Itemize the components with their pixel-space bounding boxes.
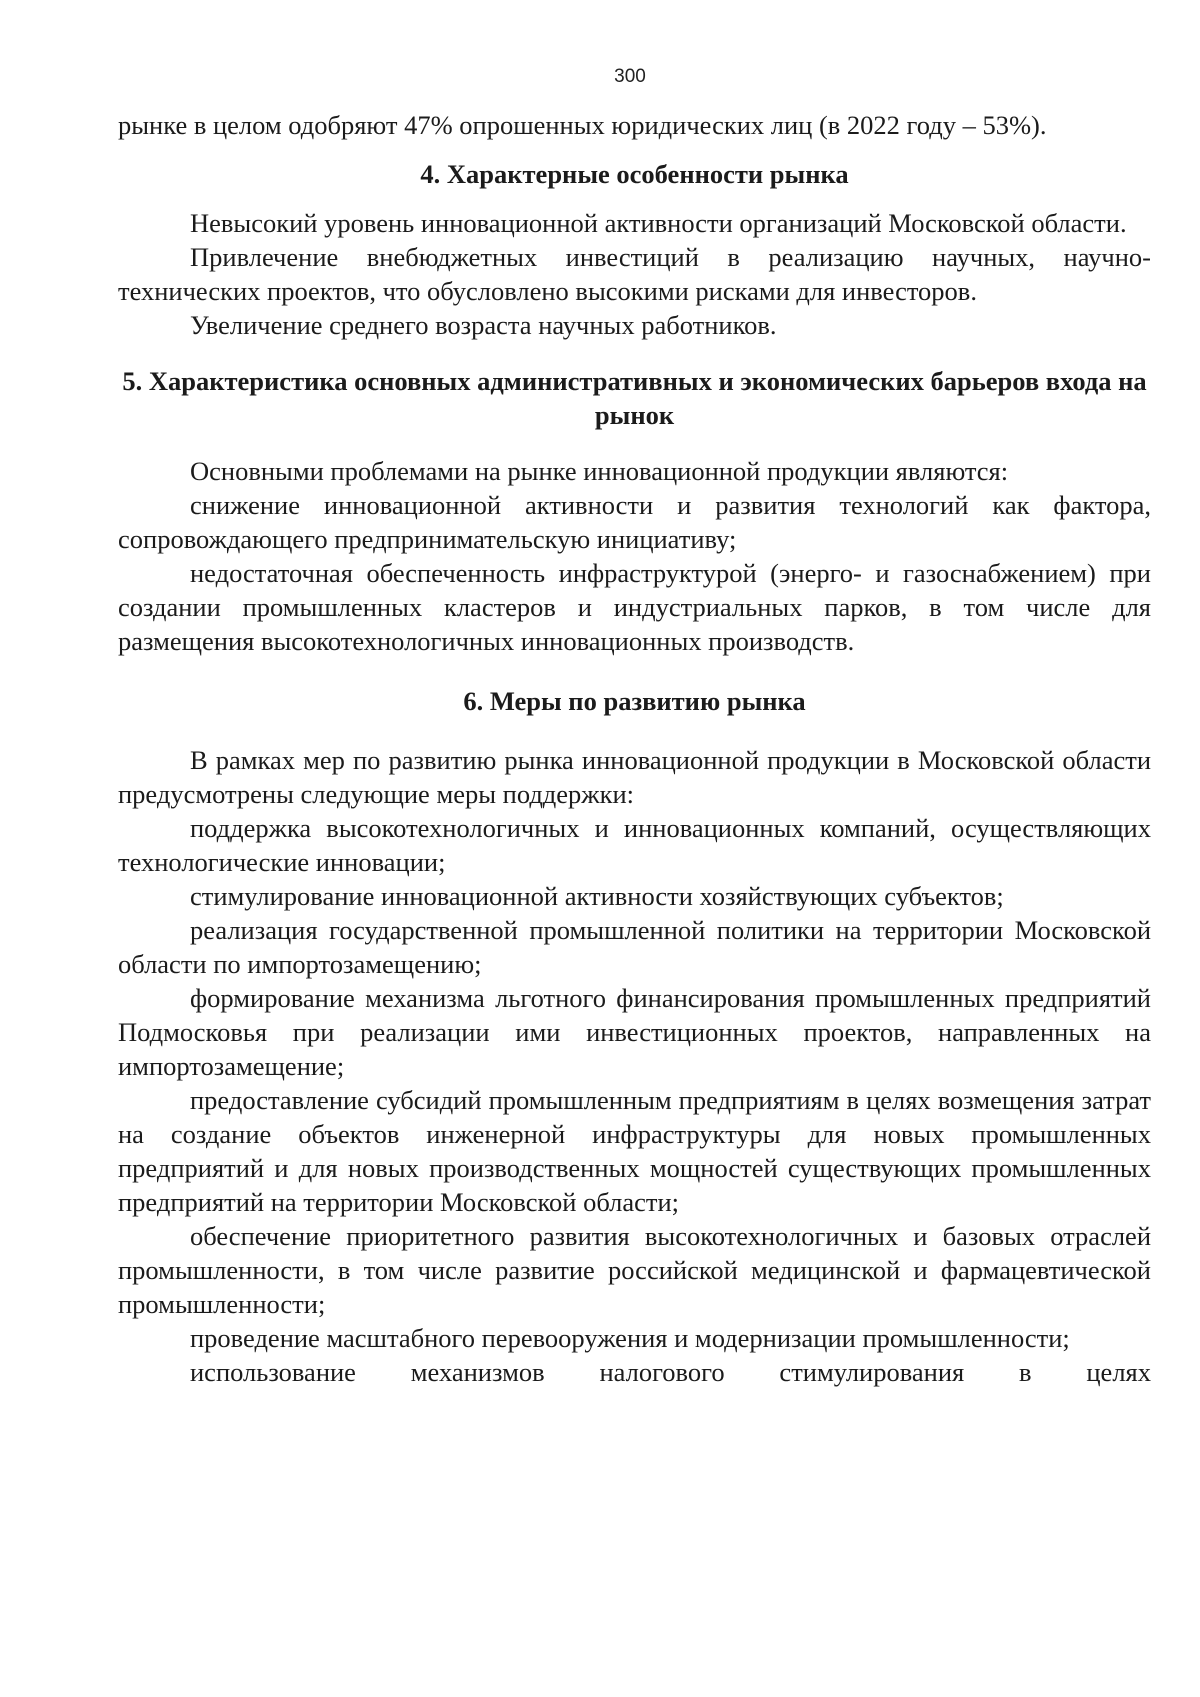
section-4-paragraph-1: Невысокий уровень инновационной активности организаций Московской области. [190,208,1127,238]
section-5-paragraph-1: Основными проблемами на рынке инновационной продукции являются: [190,456,1009,486]
section-6-paragraph-8: проведение масштабного перевооружения и модернизации промышленности; [190,1323,1070,1353]
section-6-paragraph-2: поддержка высокотехнологичных и инновационных компаний, осуществляющих технологические инновации; [118,813,1151,877]
section-6-paragraph-5: формирование механизма льготного финансирования промышленных предприятий Подмосковья при реализации ими инвестиционных проектов, направленных на импортозамещение; [118,983,1151,1081]
section-5-paragraph-2: снижение инновационной активности и развития технологий как фактора, сопровождающего предпринимательскую инициативу; [118,490,1151,554]
section-5-title: 5. Характеристика основных административных и экономических барьеров входа на рынок [122,366,1147,430]
section-6-paragraph-1: В рамках мер по развитию рынка инновационной продукции в Московской области предусмотрены следующие меры поддержки: [118,745,1151,809]
section-4-paragraph-3: Увеличение среднего возраста научных работников. [190,310,777,340]
section-6-paragraph-7: обеспечение приоритетного развития высокотехнологичных и базовых отраслей промышленности, в том числе развитие российской медицинской и фармацевтической промышленности; [118,1221,1151,1319]
section-6-title: 6. Меры по развитию рынка [463,686,806,716]
section-5-paragraph-3: недостаточная обеспеченность инфраструктурой (энерго- и газоснабжением) при создании промышленных кластеров и индустриальных парков, в том числе для размещения высокотехнологичных инновационных производств. [118,558,1151,656]
section-6-paragraph-6: предоставление субсидий промышленным предприятиям в целях возмещения затрат на создание объектов инженерной инфраструктуры для новых промышленных предприятий и для новых производственных мощностей существующих промышленных предприятий на территории Московской области; [118,1085,1151,1217]
intro-paragraph: рынке в целом одобряют 47% опрошенных юридических лиц (в 2022 году – 53%). [118,110,1047,140]
section-6-paragraph-3: стимулирование инновационной активности хозяйствующих субъектов; [190,881,1004,911]
section-6-paragraph-9: использование механизмов налогового стимулирования в целях [190,1357,1151,1387]
section-4-paragraph-2: Привлечение внебюджетных инвестиций в реализацию научных, научно-технических проектов, что обусловлено высокими рисками для инвесторов. [118,242,1151,306]
page-number: 300 [614,66,646,87]
document-body [118,108,1151,1389]
section-6-paragraph-4: реализация государственной промышленной политики на территории Московской области по импортозамещению; [118,915,1151,979]
section-4-title: 4. Характерные особенности рынка [420,159,849,189]
